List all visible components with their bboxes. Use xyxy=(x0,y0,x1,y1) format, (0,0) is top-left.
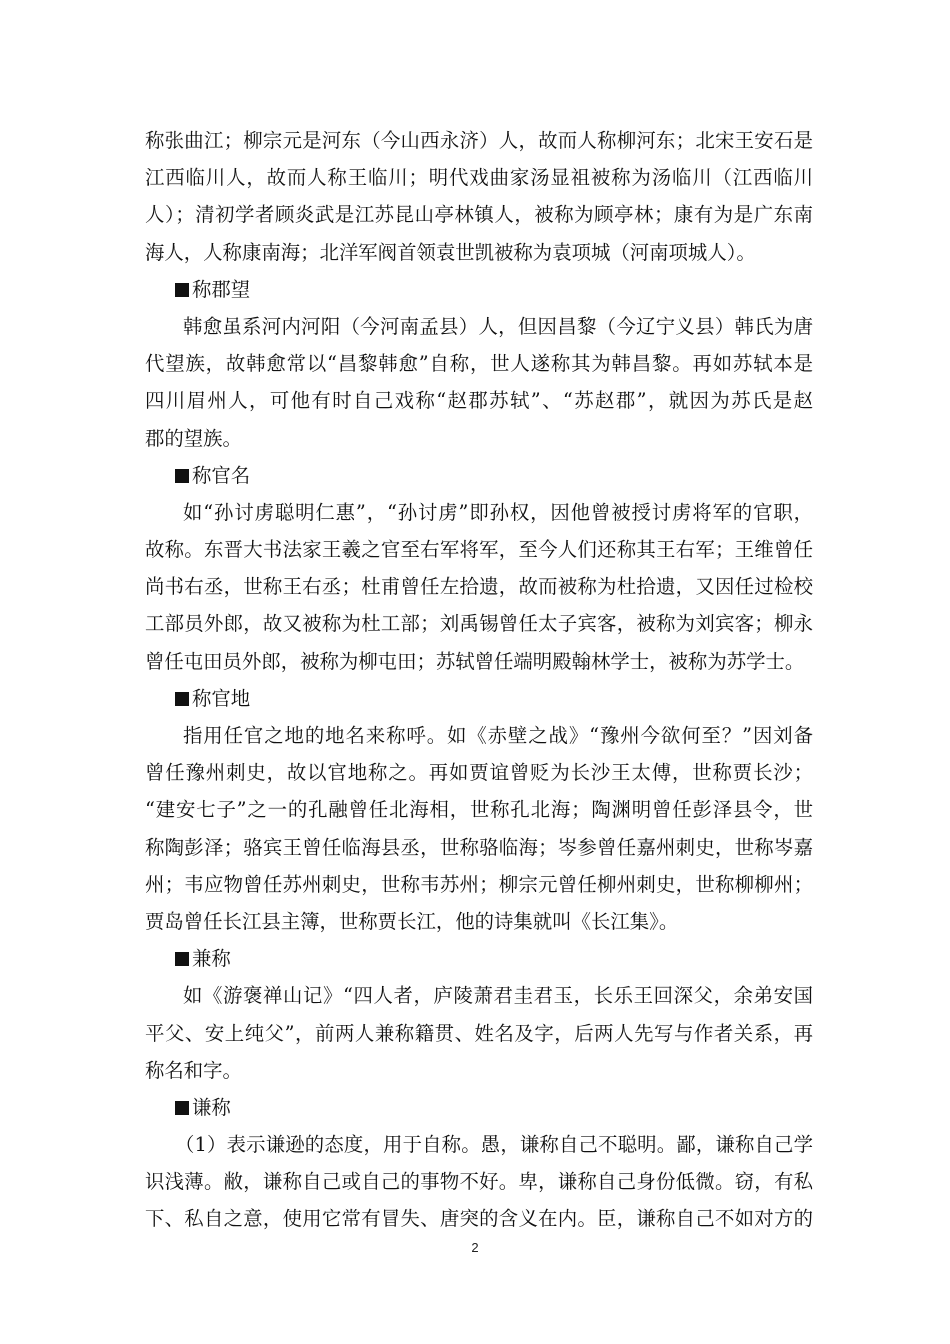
section-heading-text: 谦称 xyxy=(192,1095,231,1119)
section-heading-text: 称官名 xyxy=(192,463,251,487)
text-line: （1）表示谦逊的态度，用于自称。愚，谦称自己不聪明。鄙，谦称自己学 xyxy=(175,1133,813,1157)
text-line: 尚书右丞，世称王右丞；杜甫曾任左拾遗，故而被称为杜拾遗，又因任过检校 xyxy=(145,575,813,599)
text-line: 人）；清初学者顾炎武是江苏昆山亭林镇人，被称为顾亭林；康有为是广东南 xyxy=(145,203,813,227)
black-square-bullet-icon xyxy=(175,469,189,483)
text-line: 平父、安上纯父”，前两人兼称籍贯、姓名及字，后两人先写与作者关系，再 xyxy=(145,1021,813,1045)
text-line: 贾岛曾任长江县主簿，世称贾长江，他的诗集就叫《长江集》。 xyxy=(145,909,679,933)
text-line: 海人，人称康南海；北洋军阀首领袁世凯被称为袁项城（河南项城人）。 xyxy=(145,240,756,264)
text-line: 州；韦应物曾任苏州刺史，世称韦苏州；柳宗元曾任柳州刺史，世称柳柳州； xyxy=(145,872,813,896)
page-number: 2 xyxy=(471,1240,479,1255)
section-heading xyxy=(145,271,813,308)
section-heading xyxy=(145,1089,813,1126)
document-body xyxy=(145,122,813,1238)
text-line: 江西临川人，故而人称王临川；明代戏曲家汤显祖被称为汤临川（江西临川 xyxy=(145,166,813,190)
text-line: 称张曲江；柳宗元是河东（今山西永济）人，故而人称柳河东；北宋王安石是 xyxy=(145,129,813,152)
black-square-bullet-icon xyxy=(175,283,189,297)
text-line: 韩愈虽系河内河阳（今河南孟县）人，但因昌黎（今辽宁义县）韩氏为唐 xyxy=(183,314,813,338)
black-square-bullet-icon xyxy=(175,1101,189,1115)
text-line: 代望族，故韩愈常以“昌黎韩愈”自称，世人遂称其为韩昌黎。再如苏轼本是 xyxy=(145,352,813,376)
text-line: 郡的望族。 xyxy=(145,426,242,450)
text-line: 故称。东晋大书法家王羲之官至右军将军，至今人们还称其王右军；王维曾任 xyxy=(145,538,813,562)
text-line: 下、私自之意，使用它常有冒失、唐突的含义在内。臣，谦称自己不如对方的 xyxy=(145,1207,813,1231)
section-heading-text: 称官地 xyxy=(192,686,251,710)
text-line: 识浅薄。敝，谦称自己或自己的事物不好。卑，谦称自己身份低微。窃，有私 xyxy=(145,1170,813,1194)
text-line: “建安七子”之一的孔融曾任北海相，世称孔北海；陶渊明曾任彭泽县令，世 xyxy=(145,798,813,822)
text-line: 工部员外郎，故又被称为杜工部；刘禹锡曾任太子宾客，被称为刘宾客；柳永 xyxy=(145,612,813,636)
black-square-bullet-icon xyxy=(175,692,189,706)
section-heading-text: 称郡望 xyxy=(192,277,251,301)
text-line: 称名和字。 xyxy=(145,1058,242,1082)
text-line: 称陶彭泽；骆宾王曾任临海县丞，世称骆临海；岑参曾任嘉州刺史，世称岑嘉 xyxy=(145,835,813,859)
text-line: 四川眉州人，可他有时自己戏称“赵郡苏轼”、“苏赵郡”，就因为苏氏是赵 xyxy=(145,389,813,413)
section-heading xyxy=(145,940,813,977)
section-heading xyxy=(145,680,813,717)
section-heading xyxy=(145,457,813,494)
text-line: 如“孙讨虏聪明仁惠”，“孙讨虏”即孙权，因他曾被授讨虏将军的官职， xyxy=(183,500,813,524)
text-line: 指用任官之地的地名来称呼。如《赤壁之战》“豫州今欲何至？”因刘备 xyxy=(183,724,813,747)
text-line: 如《游褒禅山记》“四人者，庐陵萧君圭君玉，长乐王回深父，余弟安国 xyxy=(183,984,813,1008)
section-heading-text: 兼称 xyxy=(192,947,231,971)
text-line: 曾任豫州刺史，故以官地称之。再如贾谊曾贬为长沙王太傅，世称贾长沙； xyxy=(145,761,813,785)
black-square-bullet-icon xyxy=(175,952,189,966)
text-line: 曾任屯田员外郎，被称为柳屯田；苏轼曾任端明殿翰林学士，被称为苏学士。 xyxy=(145,649,805,673)
